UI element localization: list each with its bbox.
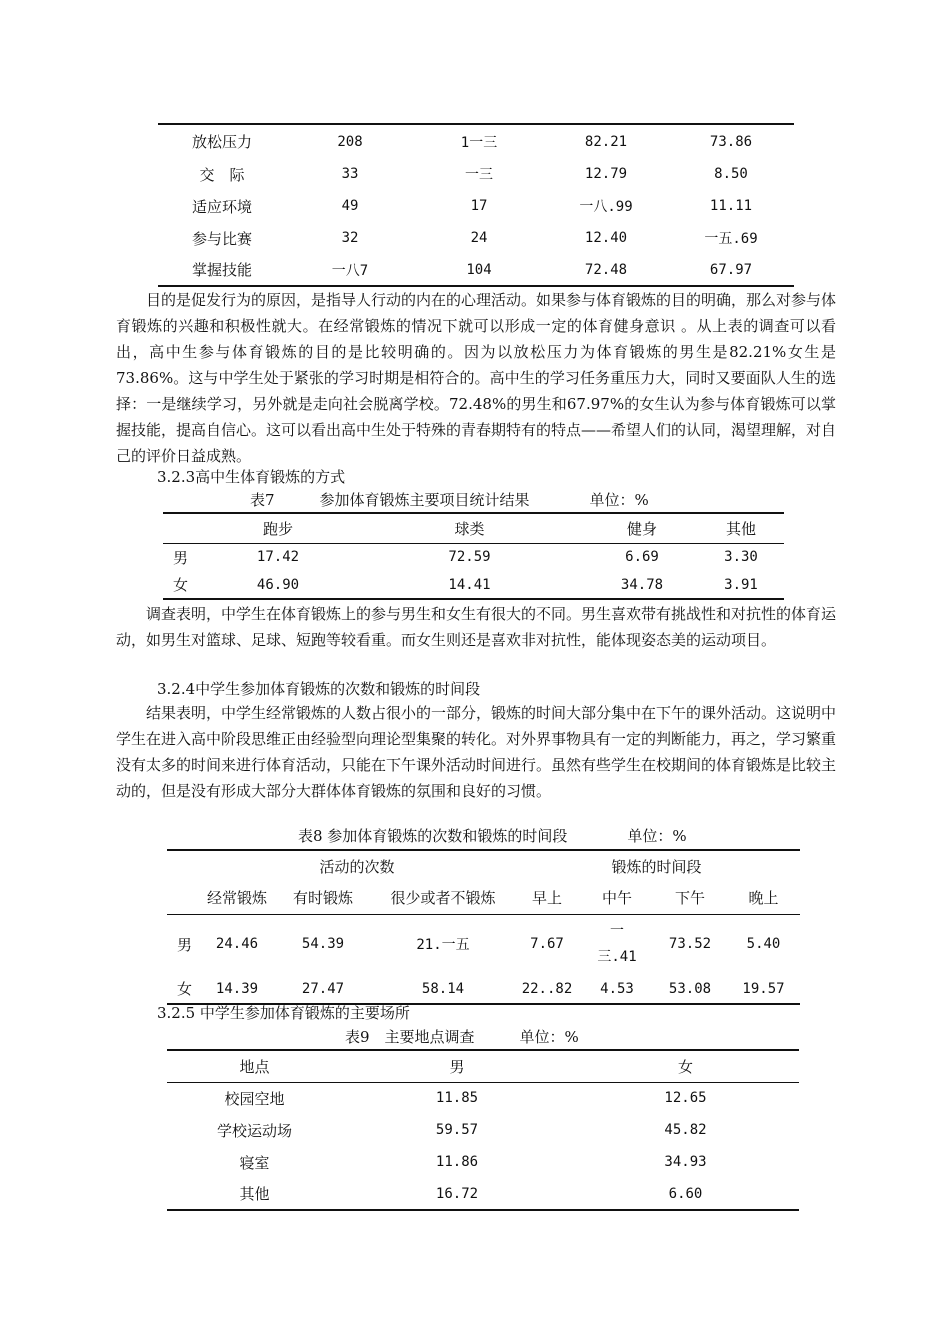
table8-frequency-time xyxy=(167,849,800,1005)
table-row xyxy=(158,158,794,190)
table7-exercise-items xyxy=(163,512,784,600)
cell: 8.50 xyxy=(714,166,748,182)
header-cell: 其他 xyxy=(725,519,756,538)
cell: 11.86 xyxy=(435,1154,479,1170)
cell: 208 xyxy=(337,133,363,150)
paragraph-purpose-analysis: 目的是促发行为的原因，是指导人行动的内在的心理活动。如果参与体育锻炼的目的明确，那么对参与体育锻炼的兴趣和积极性就大。在经常锻炼的情况下就可以形成一定的体育健身意识 。从上表的调查可以看出，高中生参与体育锻炼的目的是比较明确的。因为以放松压力为体育锻炼的男生是82.21%女生是73.86%。这与中学生处于紧张的学习时期是相符合的。高中生的学习任务重压力大，同时又要面队人生的选择：一是继续学习，另外就是走向社会脱离学校。72.48%的男生和67.97%的女生认为参与体育锻炼可以掌握技能，提高自信心。这可以看出高中生处于特殊的青春期特有的特点——希望人们的认同，渴望理解，对自己的评价日益成熟。 xyxy=(116,291,837,465)
row-label: 女 xyxy=(177,980,193,998)
table-row xyxy=(158,124,794,158)
cell-noon-male xyxy=(581,914,653,974)
cell: 7.67 xyxy=(530,936,564,953)
cell: 16.72 xyxy=(435,1185,479,1202)
cell: 58.14 xyxy=(421,980,465,997)
header-cell: 女 xyxy=(677,1057,693,1076)
cell: 46.90 xyxy=(256,576,300,593)
cell: 53.08 xyxy=(668,980,712,997)
cell: 14.39 xyxy=(215,980,259,997)
cell: 24 xyxy=(470,230,488,246)
cell: 19.57 xyxy=(742,980,785,997)
paragraph-frequency-results: 结果表明，中学生经常锻炼的人数占很小的一部分，锻炼的时间大部分集中在下午的课外活动。这说明中学生在进入高中阶段思维正由经验型向理论型集聚的转化。对外界事物具有一定的判断能力，再之，学习繁重没有太多的时间来进行体育活动，只能在下午课外活动时间进行。虽然有些学生在校期间的体育锻炼是比较主动的，但是没有形成大部分大群体体育锻炼的氛围和良好的习惯。 xyxy=(116,704,837,800)
table-row xyxy=(158,222,794,254)
cell: 一三 xyxy=(465,167,493,183)
header-cell: 经常锻炼 xyxy=(206,889,267,908)
cell: 24.46 xyxy=(215,936,259,953)
cell: 59.57 xyxy=(435,1122,479,1138)
table-header-row xyxy=(167,1050,799,1082)
group-header-frequency: 活动的次数 xyxy=(319,858,395,876)
cell: 104 xyxy=(466,261,492,278)
cell: 11.11 xyxy=(709,198,753,214)
header-cell: 晚上 xyxy=(748,889,779,908)
header-cell: 男 xyxy=(449,1057,465,1076)
header-cell: 下午 xyxy=(674,889,705,908)
cell: 一八.99 xyxy=(579,199,633,215)
table-row xyxy=(167,1114,799,1146)
cell: 45.82 xyxy=(664,1122,707,1138)
row-label: 男 xyxy=(173,548,189,567)
table-row xyxy=(167,1082,799,1114)
cell: 参与比赛 xyxy=(191,229,252,248)
cell: 17 xyxy=(470,198,488,214)
cell: 交 际 xyxy=(199,165,245,184)
header-cell: 中午 xyxy=(601,889,632,908)
cell: 1一三 xyxy=(460,134,498,151)
cell: 一八7 xyxy=(331,262,369,279)
cell: 5.40 xyxy=(746,936,781,953)
table-exercise-purpose xyxy=(158,123,794,287)
table-header-row xyxy=(163,513,784,543)
row-label: 校园空地 xyxy=(224,1089,285,1108)
table-row xyxy=(163,571,784,599)
table9-locations xyxy=(167,1049,799,1211)
section-heading-3-2-5: 3.2.5 中学生参加体育锻炼的主要场所 xyxy=(157,1004,410,1022)
cell: 49 xyxy=(341,198,359,214)
cell: 12.79 xyxy=(584,166,628,182)
cell: 82.21 xyxy=(584,133,628,150)
cell: 放松压力 xyxy=(191,133,252,151)
table-row xyxy=(167,1146,799,1178)
cell: 11.85 xyxy=(435,1090,479,1107)
cell: 73.86 xyxy=(709,133,753,150)
cell: 34.93 xyxy=(664,1154,707,1170)
cell: 4.53 xyxy=(600,980,634,997)
row-label: 女 xyxy=(173,576,189,594)
table-row xyxy=(167,914,800,974)
table8-caption: 表8 参加体育锻炼的次数和锻炼的时间段 单位：% xyxy=(298,827,687,845)
cell: 掌握技能 xyxy=(191,261,252,279)
cell-part: 一 xyxy=(610,923,624,940)
cell: 73.52 xyxy=(668,936,712,953)
table-row xyxy=(163,543,784,571)
cell: 适应环境 xyxy=(191,197,252,216)
header-cell: 跑步 xyxy=(262,519,293,538)
cell: 33 xyxy=(341,166,359,182)
cell: 12.40 xyxy=(584,230,628,246)
cell: 67.97 xyxy=(709,261,753,278)
table-header-row xyxy=(167,882,800,914)
header-cell: 早上 xyxy=(531,889,562,908)
cell: 32 xyxy=(341,230,359,246)
cell: 72.48 xyxy=(584,261,628,278)
table7-caption: 表7 参加体育锻炼主要项目统计结果 单位：% xyxy=(250,491,649,509)
cell: 17.42 xyxy=(256,549,300,566)
table-row xyxy=(158,190,794,222)
empty-cell xyxy=(167,850,201,882)
cell: 3.30 xyxy=(724,549,758,566)
row-label: 其他 xyxy=(239,1185,270,1203)
section-heading-3-2-4: 3.2.4中学生参加体育锻炼的次数和锻炼的时间段 xyxy=(157,680,481,698)
cell: 3.91 xyxy=(724,576,758,593)
table-row xyxy=(158,254,794,286)
row-label: 男 xyxy=(177,935,193,954)
row-label: 寝室 xyxy=(239,1153,270,1172)
header-cell: 健身 xyxy=(626,519,657,538)
header-cell xyxy=(163,513,203,543)
section-heading-3-2-3: 3.2.3高中生体育锻炼的方式 xyxy=(157,468,346,486)
cell: 27.47 xyxy=(301,980,345,997)
table-row xyxy=(167,1178,799,1210)
empty-cell xyxy=(167,882,201,914)
group-header-time: 锻炼的时间段 xyxy=(611,858,702,876)
header-cell: 球类 xyxy=(454,519,485,538)
paragraph-gender-difference: 调查表明，中学生在体育锻炼上的参与男生和女生有很大的不同。男生喜欢带有挑战性和对抗性的体育运动，如男生对篮球、足球、短跑等较看重。而女生则还是喜欢非对抗性，能体现姿态美的运动项目。 xyxy=(116,605,837,649)
header-cell: 地点 xyxy=(239,1057,270,1076)
header-cell: 很少或者不锻炼 xyxy=(390,889,496,908)
cell: 12.65 xyxy=(664,1090,707,1107)
cell: 72.59 xyxy=(448,549,491,566)
cell: 一五.69 xyxy=(704,231,758,247)
table9-caption: 表9 主要地点调查 单位：% xyxy=(345,1028,579,1046)
cell: 22..82 xyxy=(521,980,573,997)
table-group-row xyxy=(167,850,800,882)
cell: 6.69 xyxy=(625,549,659,566)
cell: 54.39 xyxy=(301,936,345,953)
header-cell: 有时锻炼 xyxy=(292,889,353,908)
table-row xyxy=(167,974,800,1004)
cell: 34.78 xyxy=(620,576,664,593)
cell-part: 三.41 xyxy=(597,949,637,966)
cell: 21.一五 xyxy=(416,937,470,954)
cell: 14.41 xyxy=(448,576,491,593)
row-label: 学校运动场 xyxy=(216,1121,292,1140)
cell: 6.60 xyxy=(668,1185,703,1202)
